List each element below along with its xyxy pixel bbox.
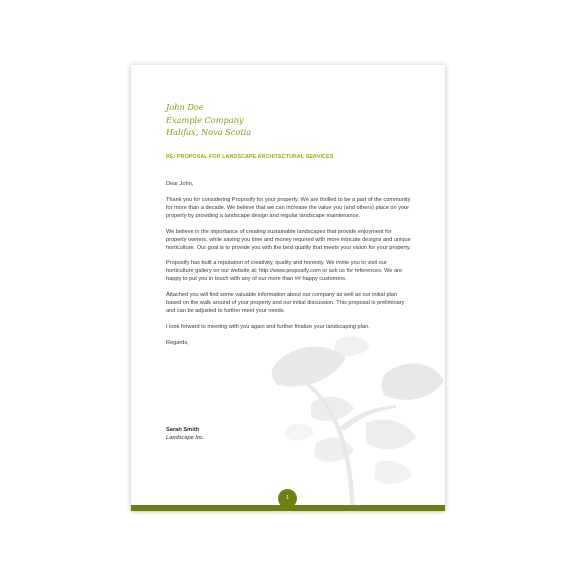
- plant-illustration: [256, 333, 445, 511]
- recipient-block: [166, 101, 251, 139]
- recipient-location: Halifax, Nova Scotia: [166, 127, 252, 138]
- recipient-name: John Doe: [166, 102, 204, 112]
- body-paragraph: Thank you for considering Proposify for your property. We are thrilled to be a part of the community for more than a decade. We believe that we can increase the value you (and others) place on your property by providing a landscape design and regular landscape maintenance.: [166, 196, 411, 219]
- signature-name: Sarah Smith: [166, 427, 200, 433]
- page-number: 1: [278, 489, 297, 508]
- body-paragraph: Proposify has built a reputation of creativity, quality and honesty. We invite you to visit our horticulture gallery on our website at: http://www.proposify.com or ask us for references. We are happy to put you in touch with any of our more than ## happy customers.: [166, 260, 403, 283]
- recipient-company: Example Company: [166, 114, 244, 125]
- signature-company: Landscape Inc.: [166, 435, 205, 441]
- greeting: Dear John,: [166, 181, 194, 187]
- signature-block: [166, 426, 205, 442]
- body-paragraph: I look forward to meeting with you again and further finalize your landscaping plan.: [166, 323, 370, 330]
- letter-body: [166, 181, 412, 356]
- body-paragraph: Attached you will find some valuable information about our company as well as our initial plan based on the walk around of your property and our initial discussion. This proposal is preliminary and can be adjusted to further meet your needs.: [166, 292, 405, 314]
- body-paragraph: We believe in the importance of creating sustainable landscapes that provide enjoyment for property owners, while saving you time and money required with more intricate designs and unique horticulture. Our goal is to provide you with the best quality that meets your vision for your property.: [166, 228, 411, 251]
- letter-page: [131, 65, 445, 511]
- subject-line: RE: PROPOSAL FOR LANDSCAPE ARCHITECTURAL SERVICES: [166, 154, 334, 160]
- closing: Regards,: [166, 339, 189, 346]
